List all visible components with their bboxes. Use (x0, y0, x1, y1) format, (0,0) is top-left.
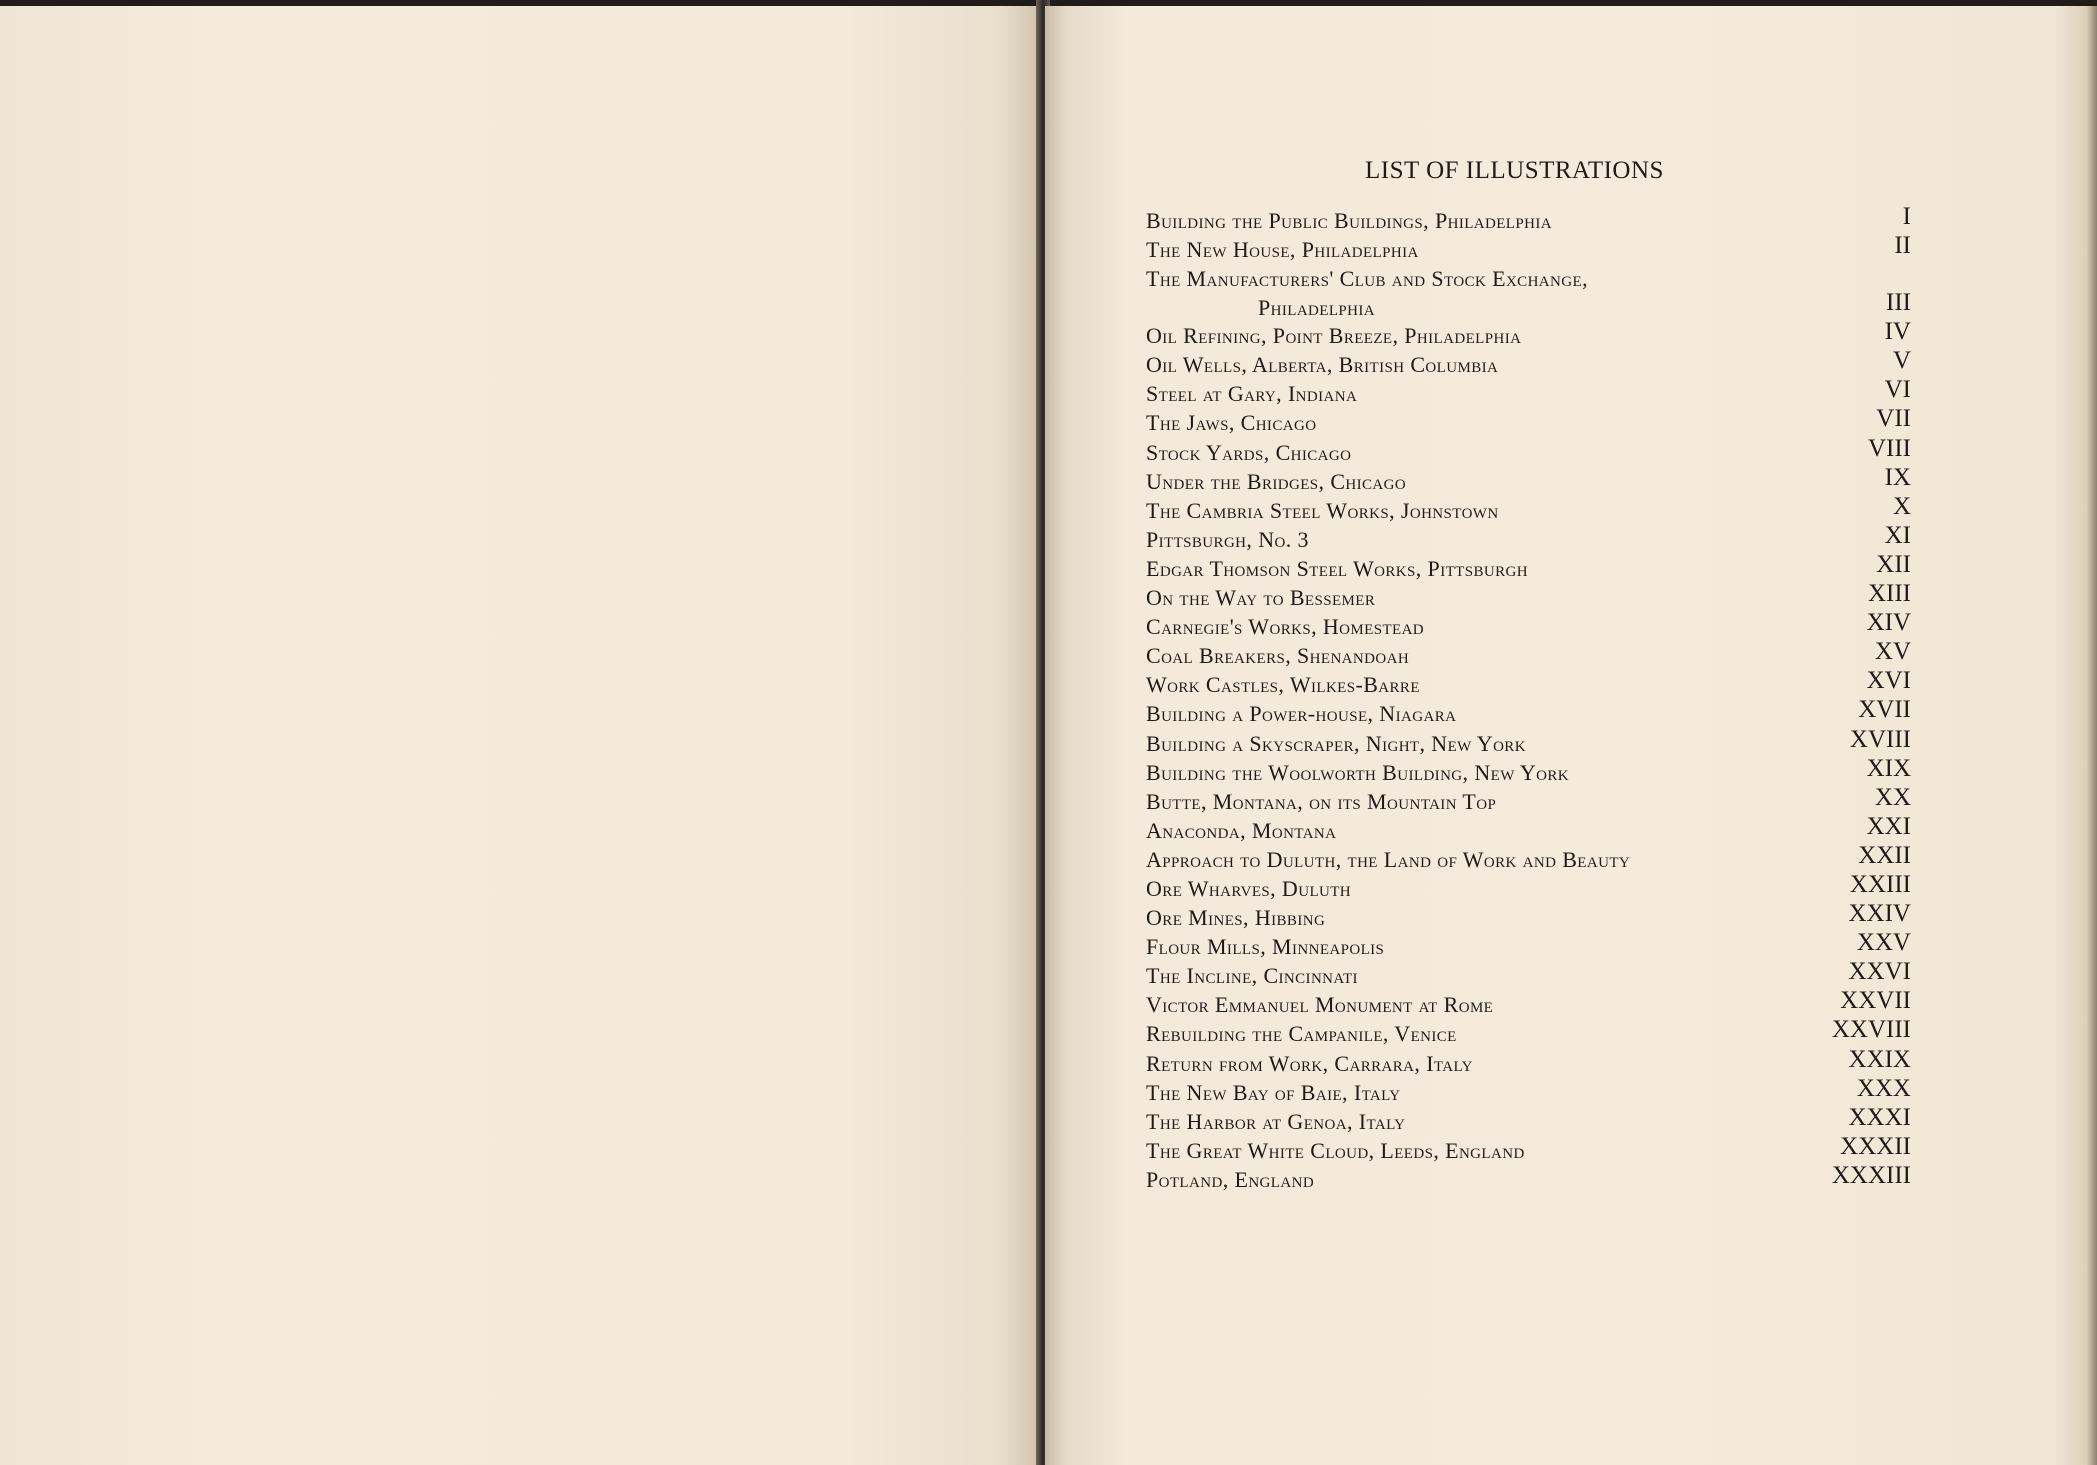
illustration-entry (1146, 376, 1911, 410)
illustration-title-text: Carnegie's Works, Homestead (1146, 614, 1425, 640)
left-page-blank (0, 6, 1040, 1465)
illustration-entry (1146, 638, 1911, 672)
illustration-title-text: On the Way to Bessemer (1146, 585, 1376, 611)
illustration-entry (1146, 463, 1911, 498)
illustration-title (1146, 672, 1420, 698)
plate-numeral: XXXII (1840, 1132, 1911, 1160)
illustration-title-text: Oil Wells, Alberta, British Columbia (1146, 352, 1499, 378)
illustration-entry (1146, 725, 1911, 760)
illustration-title-text: Work Castles, Wilkes-Barre (1146, 672, 1420, 698)
illustration-title-text: Building a Power-house, Niagara (1146, 701, 1457, 727)
illustration-title-text: Building the Woolworth Building, New York (1146, 759, 1569, 785)
illustration-title-text: Building the Public Buildings, Philadelphia (1146, 208, 1552, 233)
illustration-title-text: The Cambria Steel Works, Johnstown (1146, 497, 1499, 523)
plate-numeral: XVII (1858, 696, 1911, 724)
illustration-entry (1146, 550, 1911, 585)
plate-numeral: XVI (1866, 667, 1911, 695)
plate-numeral: XXII (1858, 841, 1911, 869)
illustration-title (1146, 1167, 1314, 1193)
illustration-title-text: Building a Skyscraper, Night, New York (1146, 730, 1526, 756)
illustrations-list (1146, 203, 1911, 1196)
illustration-entry (1146, 521, 1911, 556)
illustration-title (1146, 237, 1419, 263)
illustration-entry (1146, 347, 1911, 381)
illustration-entry (1146, 405, 1911, 439)
illustration-title (1146, 701, 1456, 727)
illustration-entry (1146, 1103, 1911, 1138)
illustration-title (1146, 643, 1409, 669)
illustration-title-text: The New House, Philadelphia (1146, 237, 1419, 263)
illustration-entry (1146, 266, 1911, 323)
illustration-title (1146, 585, 1375, 611)
illustration-title (1146, 789, 1496, 815)
plate-numeral: III (1886, 289, 1911, 317)
illustration-title (1146, 1138, 1525, 1164)
illustration-title-text: The Manufacturers' Club and Stock Exchange, (1146, 266, 1588, 292)
plate-numeral: XXI (1866, 812, 1911, 840)
illustration-entry (1146, 1016, 1911, 1050)
illustration-title (1146, 963, 1358, 989)
page-title: LIST OF ILLUSTRATIONS (1365, 157, 1664, 184)
plate-numeral: XXXIII (1831, 1161, 1911, 1189)
illustration-title-text: Oil Refining, Point Breeze, Philadelphia (1146, 323, 1522, 349)
illustration-entry (1146, 900, 1911, 934)
illustration-title-text: Potland, England (1146, 1166, 1315, 1192)
illustration-title-text: The Great White Cloud, Leeds, England (1146, 1137, 1525, 1163)
illustration-title (1146, 323, 1521, 349)
illustration-entry (1146, 987, 1911, 1021)
illustration-entry (1146, 958, 1911, 992)
illustration-title (1146, 731, 1526, 757)
illustration-entry (1146, 492, 1911, 527)
plate-numeral: XIX (1866, 754, 1911, 782)
illustration-title (1146, 440, 1351, 466)
illustration-entry (1146, 232, 1911, 266)
illustration-title-text: Edgar Thomson Steel Works, Pittsburgh (1146, 555, 1528, 581)
plate-numeral: XIV (1866, 609, 1911, 637)
plate-numeral: XXVI (1848, 958, 1911, 986)
illustration-title (1146, 1080, 1400, 1106)
illustration-title (1146, 556, 1528, 582)
plate-numeral: V (1892, 347, 1911, 375)
plate-numeral: XX (1874, 783, 1911, 811)
illustration-title (1146, 876, 1351, 902)
illustration-title-text: Coal Breakers, Shenandoah (1146, 643, 1410, 669)
plate-numeral: II (1894, 232, 1911, 260)
illustration-title (1146, 905, 1325, 931)
illustration-title (1146, 934, 1384, 960)
illustration-title-text: The Jaws, Chicago (1146, 410, 1317, 436)
illustration-title (1146, 847, 1630, 873)
illustration-entry (1146, 318, 1911, 352)
illustration-entry (1146, 841, 1911, 876)
illustration-title (1146, 381, 1357, 407)
illustration-entry (1146, 1074, 1911, 1109)
illustration-title (1146, 760, 1569, 786)
plate-numeral: XIII (1867, 580, 1911, 608)
illustration-title-text: Flour Mills, Minneapolis (1146, 934, 1385, 960)
plate-numeral: XXX (1856, 1074, 1911, 1102)
illustration-entry (1146, 203, 1911, 237)
illustration-title-text: Anaconda, Montana (1146, 817, 1337, 843)
illustration-title (1146, 352, 1498, 378)
illustration-title-text: Ore Mines, Hibbing (1146, 905, 1326, 931)
plate-numeral: X (1892, 492, 1911, 520)
plate-numeral: XVIII (1849, 725, 1911, 753)
plate-numeral: IV (1884, 318, 1911, 346)
illustration-title-text: Under the Bridges, Chicago (1146, 468, 1407, 494)
illustration-entry (1146, 580, 1911, 614)
plate-numeral: XXXI (1848, 1103, 1911, 1131)
illustration-title-text: Steel at Gary, Indiana (1146, 381, 1358, 407)
illustration-entry (1146, 1161, 1911, 1196)
plate-numeral: XXIII (1849, 870, 1911, 898)
illustration-title-text: Approach to Duluth, the Land of Work and Beauty (1146, 846, 1631, 872)
illustration-title-text: Return from Work, Carrara, Italy (1146, 1050, 1473, 1076)
illustration-entry (1146, 609, 1911, 643)
illustration-title (1146, 266, 1588, 321)
illustration-entry (1146, 696, 1911, 730)
plate-numeral: VII (1876, 405, 1911, 433)
illustration-title (1146, 818, 1336, 844)
illustration-title-text: The Incline, Cincinnati (1146, 963, 1358, 989)
plate-numeral: XXIX (1848, 1045, 1911, 1073)
illustration-title-text: Ore Wharves, Duluth (1146, 875, 1352, 901)
illustration-title (1146, 469, 1406, 495)
illustration-title-continuation: Philadelphia (1258, 295, 1376, 321)
illustration-title (1146, 410, 1316, 436)
illustration-title (1146, 1051, 1473, 1077)
plate-numeral: VI (1884, 376, 1911, 404)
illustration-entry (1146, 754, 1911, 789)
plate-numeral: XXV (1856, 929, 1911, 957)
illustration-title-text: The New Bay of Baie, Italy (1146, 1079, 1401, 1105)
illustration-title (1146, 1109, 1405, 1135)
illustration-entry (1146, 434, 1911, 469)
plate-numeral: XXVIII (1831, 1016, 1911, 1044)
illustration-title (1146, 992, 1493, 1018)
illustration-title-text: The Harbor at Genoa, Italy (1146, 1108, 1406, 1134)
illustration-title (1146, 527, 1309, 553)
illustration-title-text: Stock Yards, Chicago (1146, 439, 1352, 465)
illustration-title (1146, 208, 1552, 234)
illustration-entry (1146, 812, 1911, 847)
illustration-title (1146, 498, 1499, 524)
illustration-title-text: Pittsburgh, No. 3 (1146, 526, 1309, 552)
illustration-entry (1146, 870, 1911, 905)
plate-numeral: VIII (1867, 434, 1911, 462)
illustration-title-text: Rebuilding the Campanile, Venice (1146, 1021, 1457, 1047)
illustration-entry (1146, 667, 1911, 701)
plate-numeral: XXIV (1848, 900, 1911, 928)
illustration-title (1146, 1021, 1457, 1047)
illustration-title-text: Butte, Montana, on its Mountain Top (1146, 788, 1497, 814)
illustration-title (1146, 614, 1424, 640)
plate-numeral: XII (1876, 550, 1911, 578)
illustration-entry (1146, 783, 1911, 818)
illustration-entry (1146, 929, 1911, 963)
plate-numeral: XV (1874, 638, 1911, 666)
illustration-entry (1146, 1045, 1911, 1080)
plate-numeral: XXVII (1840, 987, 1911, 1015)
illustration-entry (1146, 1132, 1911, 1167)
plate-numeral: XI (1884, 521, 1911, 549)
illustration-title-text: Victor Emmanuel Monument at Rome (1146, 992, 1494, 1018)
plate-numeral: I (1902, 203, 1911, 230)
plate-numeral: IX (1884, 463, 1911, 491)
